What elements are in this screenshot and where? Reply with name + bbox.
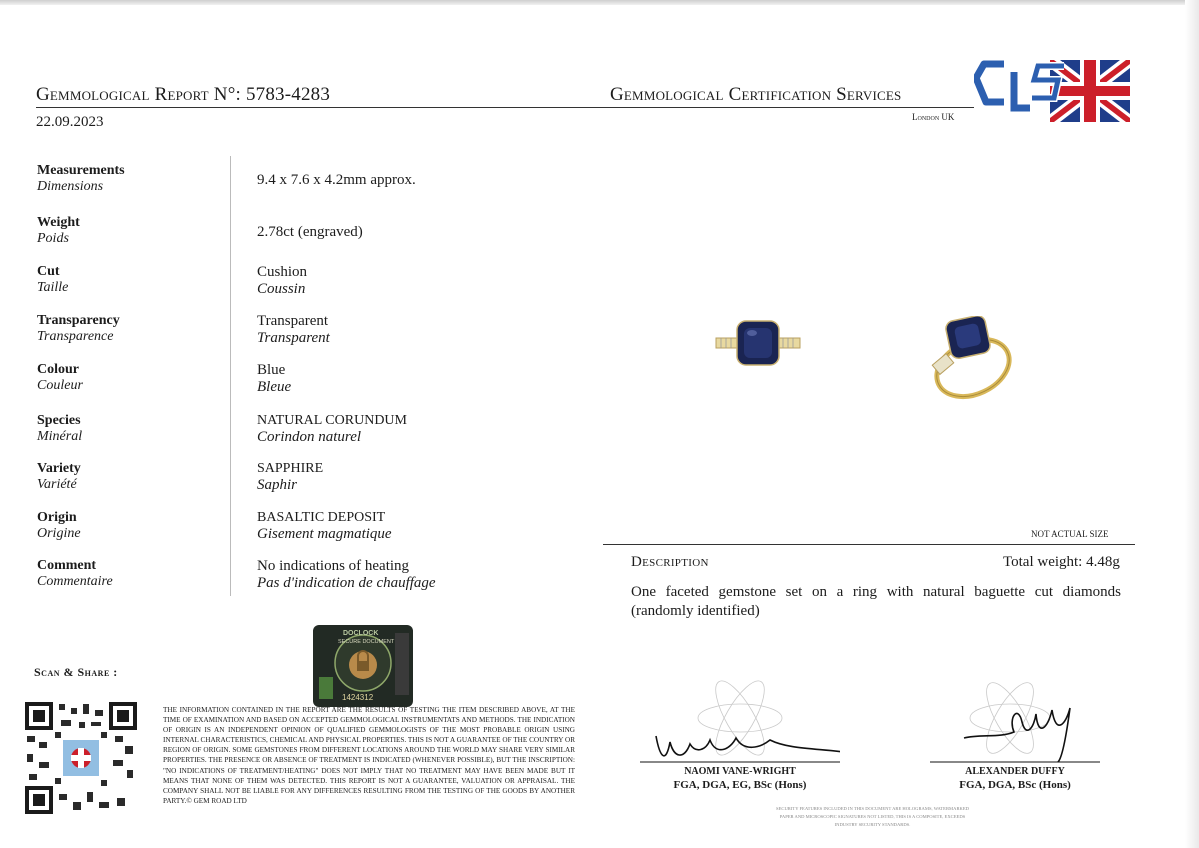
- field-label-fr: Commentaire: [37, 574, 113, 589]
- image-note: NOT ACTUAL SIZE: [1031, 529, 1109, 539]
- field-comment: [37, 558, 113, 590]
- issuer-name: Gemmological Certification Services: [610, 84, 902, 105]
- scan-top-edge: [0, 0, 1199, 5]
- field-variety: [37, 461, 81, 493]
- gcs-logo-icon: [974, 58, 1132, 124]
- field-label: Colour: [37, 362, 79, 377]
- field-variety-values: [257, 461, 323, 494]
- field-species: [37, 413, 82, 445]
- description-heading: Description: [631, 554, 709, 570]
- ring-angle-icon: [918, 316, 1018, 402]
- issuer-location: London UK: [912, 112, 955, 122]
- description-rule: [603, 544, 1135, 545]
- total-weight: Total weight: 4.48g: [1003, 554, 1120, 570]
- description-text: One faceted gemstone set on a ring with natural baguette cut diamonds (randomly identified): [631, 584, 1121, 619]
- header-rule-left: [36, 107, 610, 108]
- disclaimer-text: THE INFORMATION CONTAINED IN THE REPORT ARE THE RESULTS OF TESTING THE ITEM DESCRIBED ABOVE, AT THE TIME OF EXAMINATION AND BASED ON ACCEPTED GEMMOLOGICAL INSTRUMENTATS AND METHODS. THE INDICATION OF ORIGIN IS AN INDEPENDENT OPINION OF QUALIFIED GEMMOLOGISTS OF THE MOST PROBABLE ORIGIN USING INTERNAL CHARACTERISTICS, CHEMICAL AND PHYSICAL PROPERTIES. THIS IS NOT A GUARANTEE OF THE COUNTRY OR REGION OF ORIGIN. SOME GEMSTONES FROM DIFFERENT LOCATIONS AROUND THE WORLD MAY SHARE VERY SIMILAR PROPERTIES. THE PRESENCE OR ABSENCE OF TREATMENT IS INDICATED (WHENEVER POSSIBLE), BUT THE INSCRIPTION: "NO INDICATIONS OF TREATMENT/HEATING" DOES NOT IMPLY THAT NO TREATMENT MAY HAVE BEEN MADE BUT IT MEANS THAT NONE OF THEM WAS DETECTED. THIS REPORT IS NOT A GUARANTEE, VALUATION OR APPRAISAL. THE COMPANY SHALL NOT BE LIABLE FOR ANY DIFFERENCES RESULTING FROM THE TESTING OF THE GOODS BY ANOTHER PARTY.© GEM ROAD LTD: [163, 706, 575, 805]
- field-value: NATURAL CORUNDUM: [257, 413, 407, 428]
- scan-share-label: Scan & Share :: [34, 665, 118, 679]
- field-label: Measurements: [37, 163, 125, 178]
- field-cut-values: [257, 264, 307, 298]
- field-value: No indications of heating: [257, 558, 410, 574]
- field-measurements: [37, 163, 125, 195]
- ring-photo-front: [712, 318, 804, 370]
- field-value-fr: Coussin: [257, 281, 306, 297]
- signature-1-graphic: [640, 678, 840, 770]
- hologram-text: SECURE DOCUMENT: [338, 639, 395, 645]
- security-note: SECURITY FEATURES INCLUDED IN THIS DOCUMENT ARE HOLOGRAMS, WATERMARKED PAPER AND MICROSCOPIC SIGNATURES NOT LISTED, THIS IS A COMPOSITE, EXCEEDS INDUSTRY SECURITY STANDARDS.: [776, 806, 969, 827]
- field-value: 9.4 x 7.6 x 4.2mm approx.: [257, 172, 416, 188]
- field-transparency-values: [257, 313, 330, 347]
- field-species-values: [257, 413, 407, 446]
- field-value: SAPPHIRE: [257, 461, 324, 476]
- hologram-brand: DOCLOCK: [343, 630, 379, 637]
- ring-photo-angle: [918, 316, 1018, 402]
- field-label: Weight: [37, 215, 80, 230]
- field-colour-values: [257, 362, 291, 396]
- field-value-fr: Corindon naturel: [257, 429, 362, 445]
- signatory-2-quals: FGA, DGA, BSc (Hons): [959, 779, 1071, 791]
- field-transparency: [37, 313, 120, 345]
- header-rule-right: [606, 107, 974, 108]
- signature-1: [640, 678, 840, 770]
- field-label-fr: Minéral: [37, 429, 83, 444]
- field-label: Transparency: [37, 313, 120, 328]
- field-colour: [37, 362, 83, 394]
- field-label-fr: Origine: [37, 526, 81, 541]
- field-value-fr: Saphir: [257, 477, 298, 493]
- signature-2-graphic: [930, 678, 1100, 770]
- field-label-fr: Poids: [37, 231, 69, 246]
- field-value: Transparent: [257, 313, 329, 329]
- signatory-1-name: NAOMI VANE-WRIGHT: [684, 766, 796, 777]
- field-value-fr: Pas d'indication de chauffage: [257, 575, 436, 591]
- signature-2: [930, 678, 1100, 770]
- report-title: [36, 84, 330, 106]
- field-origin: [37, 510, 81, 542]
- field-value: 2.78ct (engraved): [257, 224, 363, 240]
- field-label: Origin: [37, 510, 77, 525]
- field-weight: [37, 215, 80, 247]
- field-label-fr: Couleur: [37, 378, 83, 393]
- field-label-fr: Variété: [37, 477, 77, 492]
- report-title-prefix: Gemmological Report N°:: [36, 84, 241, 105]
- field-divider: [230, 156, 231, 596]
- field-value: BASALTIC DEPOSIT: [257, 510, 386, 525]
- field-value-fr: Gisement magmatique: [257, 526, 392, 542]
- field-cut: [37, 264, 68, 296]
- report-number: 5783-4283: [245, 84, 331, 105]
- signatory-2-name: ALEXANDER DUFFY: [965, 766, 1065, 777]
- field-value-fr: Transparent: [257, 330, 330, 346]
- ring-front-icon: [712, 318, 804, 370]
- field-label-fr: Taille: [37, 280, 69, 295]
- qr-code[interactable]: [25, 702, 137, 814]
- field-label: Cut: [37, 264, 60, 279]
- field-label-fr: Dimensions: [37, 179, 104, 194]
- field-value-fr: Bleue: [257, 379, 292, 395]
- field-value: Cushion: [257, 264, 308, 280]
- field-label: Variety: [37, 461, 81, 476]
- field-value: Blue: [257, 362, 286, 378]
- field-comment-values: [257, 558, 436, 592]
- field-origin-values: [257, 510, 392, 543]
- gcs-logo: [974, 58, 1132, 124]
- signatory-1-quals: FGA, DGA, EG, BSc (Hons): [673, 779, 807, 791]
- field-label: Comment: [37, 558, 97, 573]
- report-date: 22.09.2023: [36, 114, 104, 130]
- qr-code-icon: [25, 702, 137, 814]
- field-label: Species: [37, 413, 81, 428]
- field-label-fr: Transparence: [37, 329, 114, 344]
- security-hologram: [313, 625, 413, 707]
- hologram-serial: 1424312: [342, 693, 374, 702]
- scan-right-edge: [1185, 0, 1199, 848]
